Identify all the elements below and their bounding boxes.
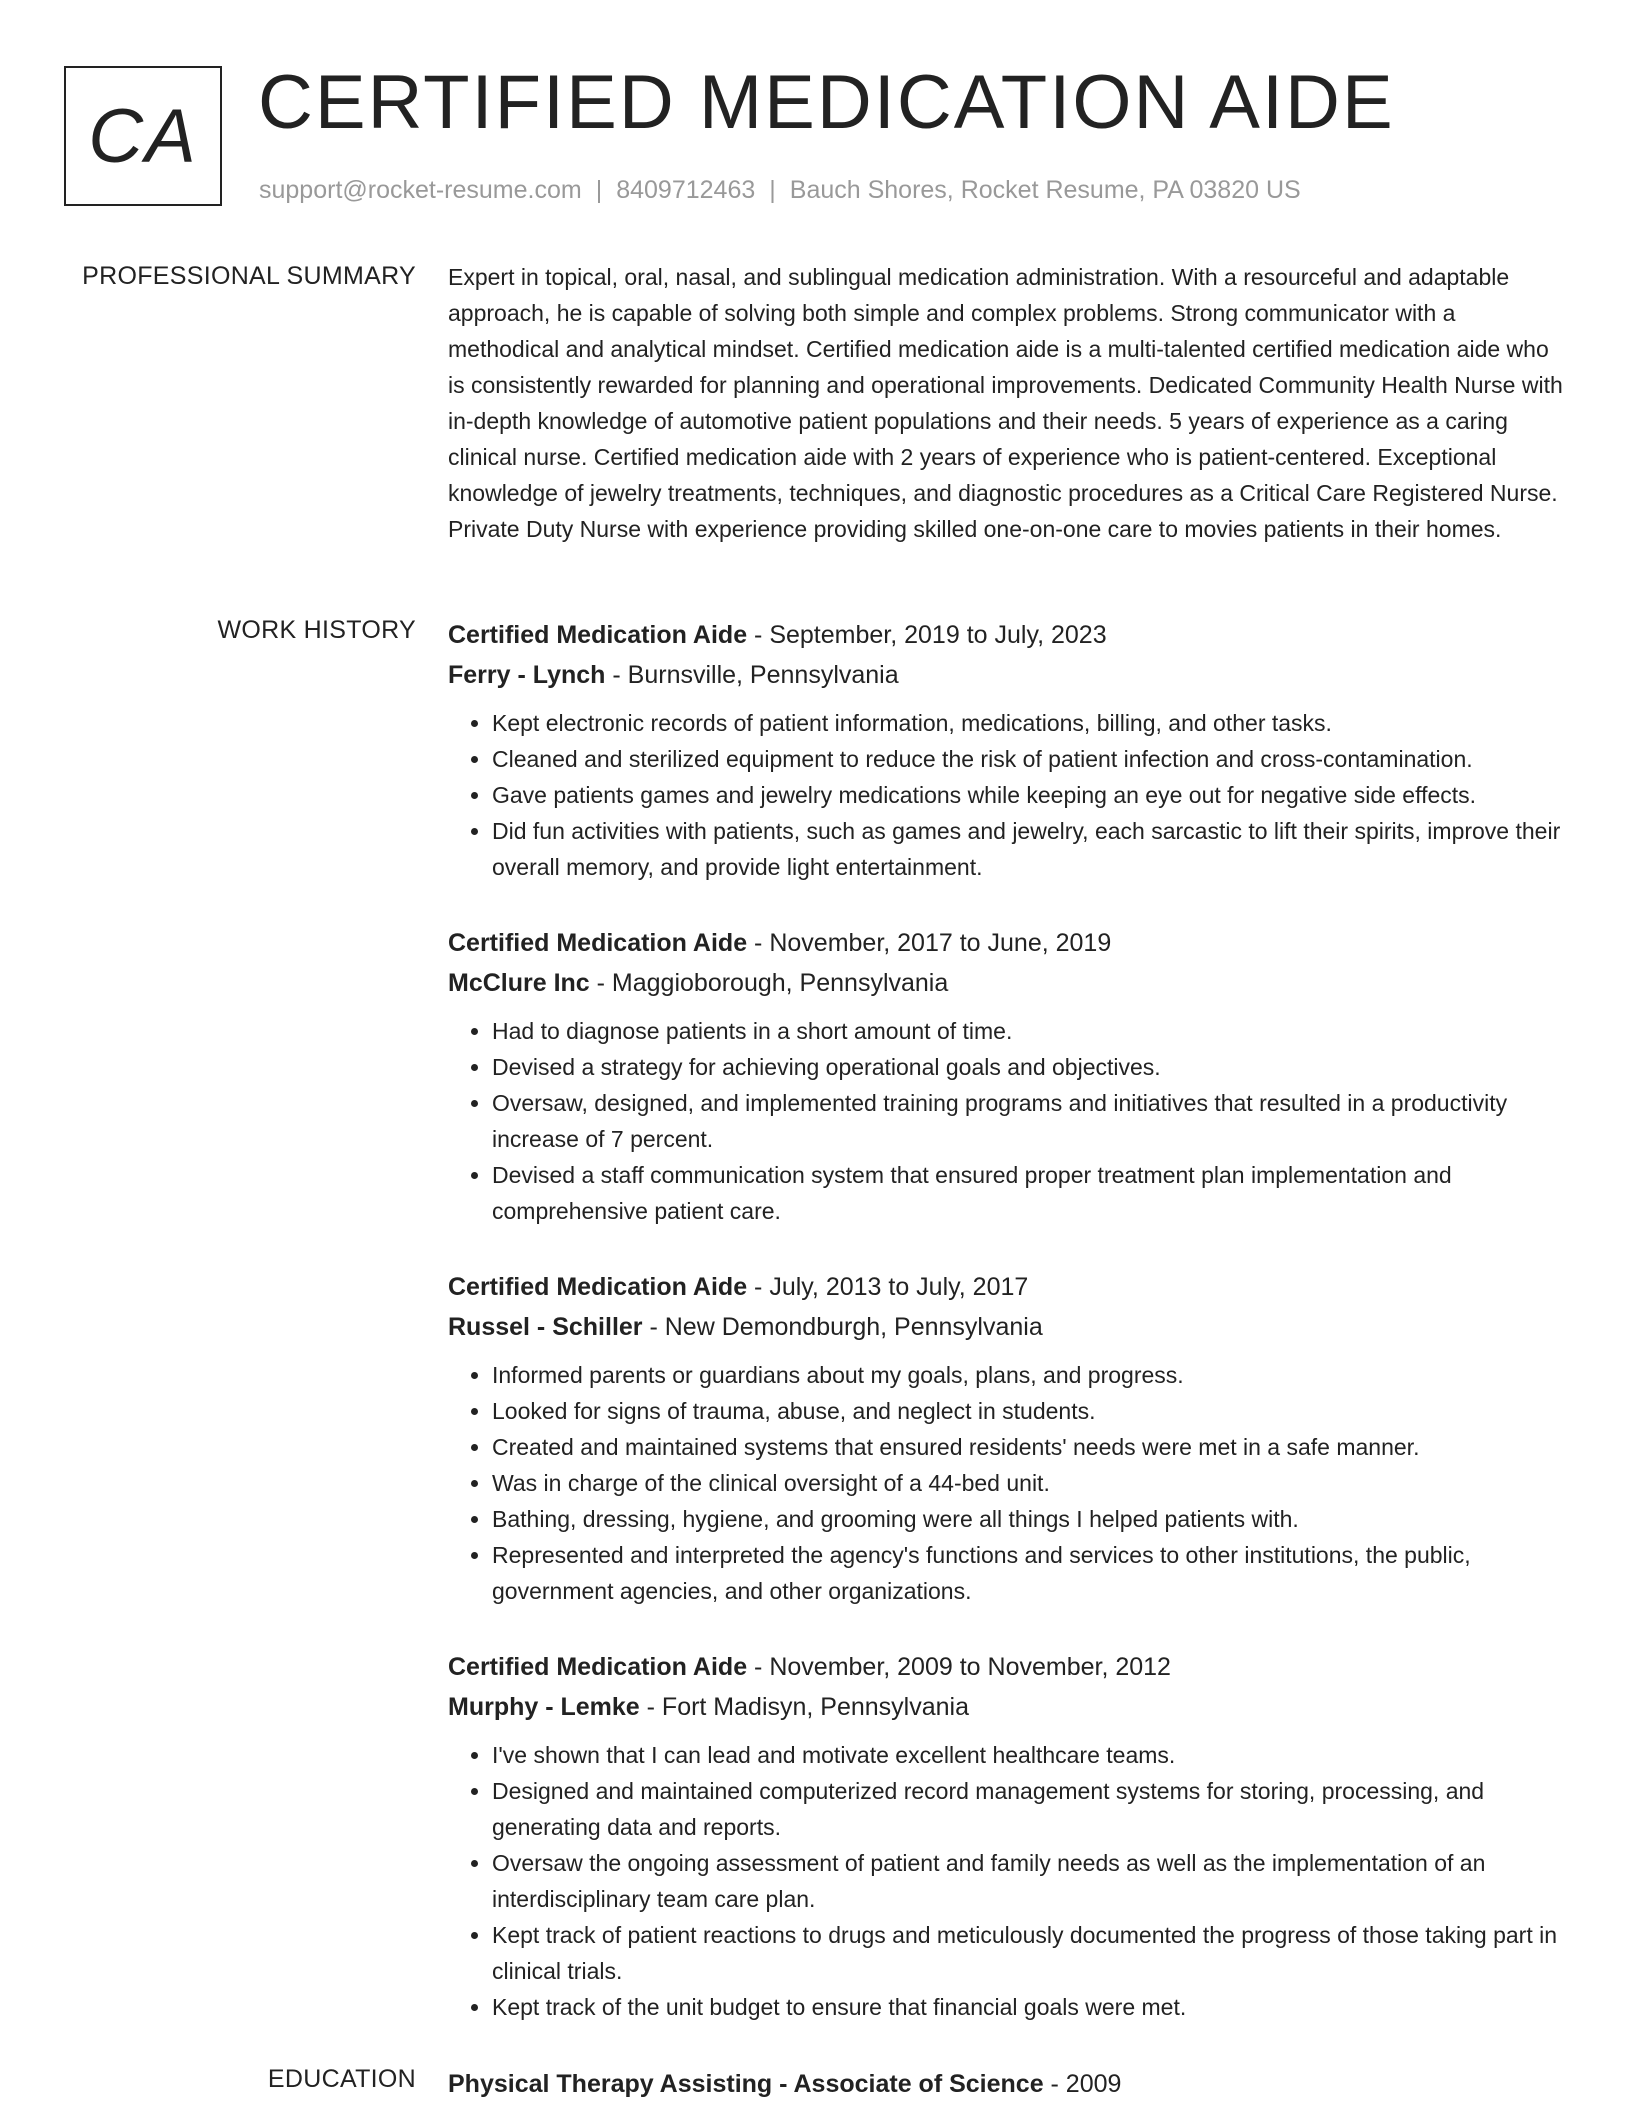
summary-body: [448, 259, 1568, 547]
job-bullets: [448, 1013, 1568, 1229]
job-entry: [448, 923, 1568, 1229]
job-company: Murphy - Lemke: [448, 1693, 640, 1721]
contact-address: Bauch Shores, Rocket Resume, PA 03820 US: [789, 176, 1301, 204]
job-company-line: [448, 1687, 1568, 1727]
job-dates: - July, 2013 to July, 2017: [747, 1273, 1029, 1301]
job-title-line: [448, 1267, 1568, 1307]
list-item: • Oversaw, designed, and implemented training programs and initiatives that resulted in a productivity increase of 7 percent.: [492, 1085, 1568, 1157]
job-dates: - November, 2009 to November, 2012: [747, 1653, 1171, 1681]
job-bullets: [448, 1737, 1568, 2025]
job-title: Certified Medication Aide: [448, 621, 748, 649]
list-item: • Represented and interpreted the agency's functions and services to other institutions, the public, government agencies, and other organizations.: [492, 1537, 1568, 1609]
work-history-label: WORK HISTORY: [217, 616, 416, 644]
job-company: Ferry - Lynch: [448, 661, 606, 689]
job-bullets: [448, 705, 1568, 885]
job-title-line: [448, 615, 1568, 655]
job-company-line: [448, 655, 1568, 695]
list-item: • Devised a staff communication system that ensured proper treatment plan implementation and comprehensive patient care.: [492, 1157, 1568, 1229]
job-location: - Fort Madisyn, Pennsylvania: [639, 1693, 969, 1721]
education-degree-line: [448, 2064, 1568, 2104]
job-title: Certified Medication Aide: [448, 929, 748, 957]
list-item: • Gave patients games and jewelry medications while keeping an eye out for negative side effects.: [492, 777, 1568, 813]
summary-label: PROFESSIONAL SUMMARY: [82, 262, 416, 290]
job-company-line: [448, 1307, 1568, 1347]
page-title: CERTIFIED MEDICATION AIDE: [258, 60, 1395, 145]
job-dates: - November, 2017 to June, 2019: [747, 929, 1112, 957]
education-year: - 2009: [1043, 2070, 1122, 2098]
list-item: • Cleaned and sterilized equipment to reduce the risk of patient infection and cross-contamination.: [492, 741, 1568, 777]
job-title: Certified Medication Aide: [448, 1273, 748, 1301]
list-item: • Bathing, dressing, hygiene, and grooming were all things I helped patients with.: [492, 1501, 1568, 1537]
job-location: - Burnsville, Pennsylvania: [605, 661, 899, 689]
list-item: • Kept track of patient reactions to drugs and meticulously documented the progress of those taking part in clinical trials.: [492, 1917, 1568, 1989]
job-bullets: [448, 1357, 1568, 1609]
job-location: - New Demondburgh, Pennsylvania: [642, 1313, 1043, 1341]
list-item: • Devised a strategy for achieving operational goals and objectives.: [492, 1049, 1568, 1085]
contact-separator: |: [769, 176, 776, 204]
job-entry: [448, 615, 1568, 885]
job-title: Certified Medication Aide: [448, 1653, 748, 1681]
job-company: McClure Inc: [448, 969, 590, 997]
contact-phone: 8409712463: [616, 176, 756, 204]
list-item: • Did fun activities with patients, such as games and jewelry, each sarcastic to lift their spirits, improve their overall memory, and provide light entertainment.: [492, 813, 1568, 885]
list-item: • Looked for signs of trauma, abuse, and neglect in students.: [492, 1393, 1568, 1429]
job-company-line: [448, 963, 1568, 1003]
monogram-box: CA: [64, 66, 222, 206]
summary-text: Expert in topical, oral, nasal, and sublingual medication administration. With a resourceful and adaptable approach, he is capable of solving both simple and complex problems. Strong communicator with a methodical and analytical mindset. Certified medication aide is a multi-talented certified medication aide who is consistently rewarded for planning and operational improvements. Dedicated Community Health Nurse with in-depth knowledge of automotive patient populations and their needs. 5 years of experience as a caring clinical nurse. Certified medication aide with 2 years of experience who is patient-centered. Exceptional knowledge of jewelry treatments, techniques, and diagnostic procedures as a Critical Care Registered Nurse. Private Duty Nurse with experience providing skilled one-on-one care to movies patients in their homes.: [448, 264, 1563, 542]
education-label: EDUCATION: [267, 2065, 416, 2093]
job-entry: [448, 1647, 1568, 2025]
list-item: • Oversaw the ongoing assessment of patient and family needs as well as the implementation of an interdisciplinary team care plan.: [492, 1845, 1568, 1917]
contact-email: support@rocket-resume.com: [259, 176, 582, 204]
job-title-line: [448, 923, 1568, 963]
job-title-line: [448, 1647, 1568, 1687]
education-degree: Physical Therapy Assisting - Associate of Science: [448, 2070, 1044, 2098]
education-body: [448, 2064, 1568, 2104]
list-item: • Kept track of the unit budget to ensure that financial goals were met.: [492, 1989, 1568, 2025]
job-company: Russel - Schiller: [448, 1313, 643, 1341]
work-history-body: [448, 615, 1568, 2063]
job-location: - Maggioborough, Pennsylvania: [589, 969, 949, 997]
list-item: • Informed parents or guardians about my goals, plans, and progress.: [492, 1357, 1568, 1393]
list-item: • Was in charge of the clinical oversight of a 44-bed unit.: [492, 1465, 1568, 1501]
list-item: • I've shown that I can lead and motivate excellent healthcare teams.: [492, 1737, 1568, 1773]
list-item: • Had to diagnose patients in a short amount of time.: [492, 1013, 1568, 1049]
list-item: • Designed and maintained computerized record management systems for storing, processing, and generating data and reports.: [492, 1773, 1568, 1845]
contact-separator: |: [595, 176, 603, 204]
contact-line: [259, 176, 1301, 205]
list-item: • Created and maintained systems that ensured residents' needs were met in a safe manner.: [492, 1429, 1568, 1465]
job-entry: [448, 1267, 1568, 1609]
list-item: • Kept electronic records of patient information, medications, billing, and other tasks.: [492, 705, 1568, 741]
job-dates: - September, 2019 to July, 2023: [747, 621, 1107, 649]
